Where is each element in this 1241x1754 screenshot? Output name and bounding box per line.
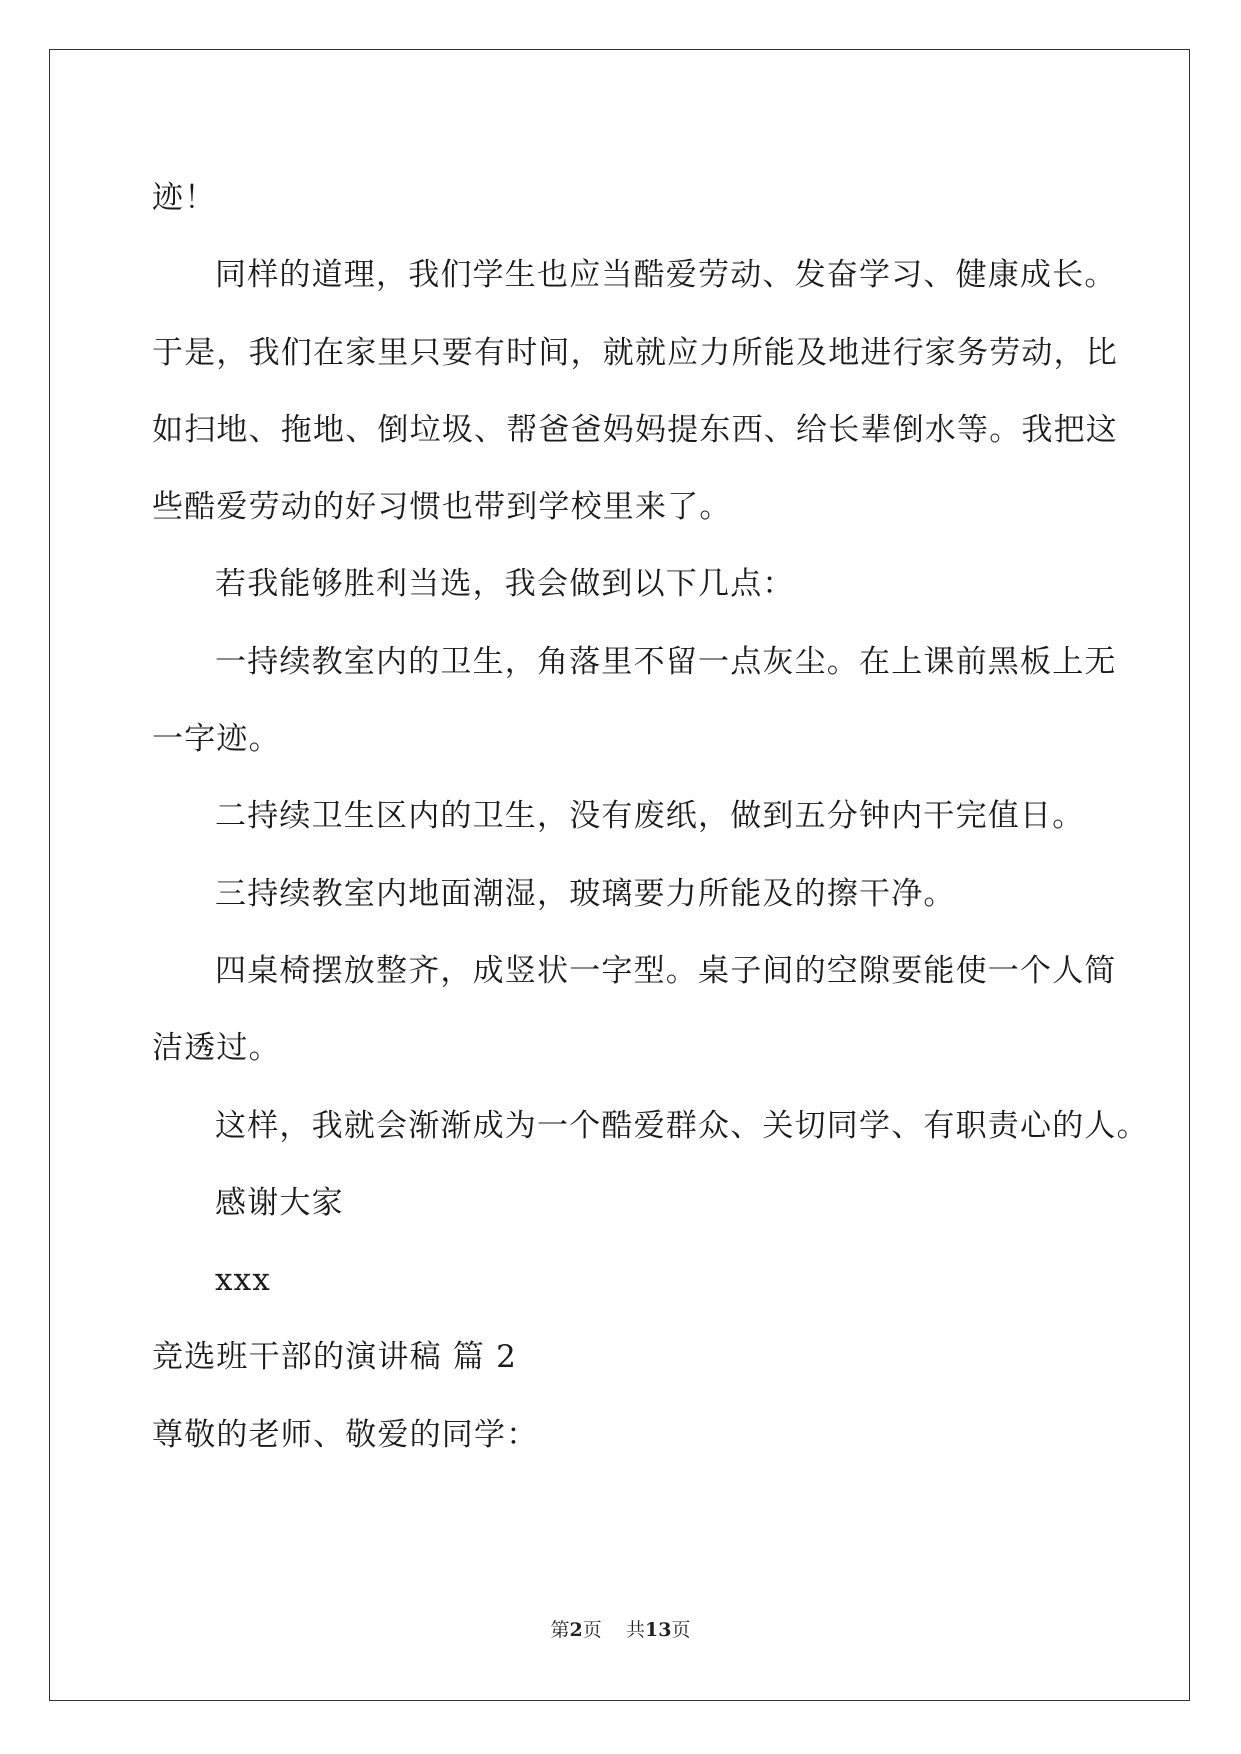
closing-thanks: 感谢大家: [215, 1184, 344, 1221]
text-line: 若我能够胜利当选，我会做到以下几点：: [215, 566, 795, 603]
page-suffix: 页: [582, 1619, 602, 1641]
salutation: 尊敬的老师、敬爱的同学：: [152, 1416, 539, 1453]
text-line: 些酷爱劳动的好习惯也带到学校里来了。: [152, 489, 732, 526]
page-number: 2: [569, 1619, 583, 1641]
document-body: [152, 160, 1149, 1474]
section-heading: 竞选班干部的演讲稿 篇 2: [152, 1339, 518, 1376]
text-line: 于是，我们在家里只要有时间，就就应力所能及地进行家务劳动，比: [152, 334, 1118, 371]
text-line: 三持续教室内地面潮湿，玻璃要力所能及的擦干净。: [215, 875, 956, 912]
text-line: 同样的道理，我们学生也应当酷爱劳动、发奋学习、健康成长。: [215, 257, 1117, 294]
signature: xxx: [215, 1262, 272, 1299]
total-prefix: 共: [625, 1619, 645, 1641]
text-line: 洁透过。: [152, 1030, 281, 1067]
text-line: 迹！: [152, 180, 217, 216]
text-line: 如扫地、拖地、倒垃圾、帮爸爸妈妈提东西、给长辈倒水等。我把这: [152, 411, 1118, 448]
text-line: 一字迹。: [152, 721, 281, 758]
page-footer: [0, 1615, 1241, 1642]
text-line: 这样，我就会渐渐成为一个酷爱群众、关切同学、有职责心的人。: [215, 1107, 1149, 1144]
text-line: 二持续卫生区内的卫生，没有废纸，做到五分钟内干完值日。: [215, 798, 1085, 835]
total-pages: 13: [644, 1619, 672, 1641]
page-prefix: 第: [550, 1619, 570, 1641]
total-suffix: 页: [671, 1619, 691, 1641]
text-line: 一持续教室内的卫生，角落里不留一点灰尘。在上课前黑板上无: [215, 643, 1117, 680]
text-line: 四桌椅摆放整齐，成竖状一字型。桌子间的空隙要能使一个人简: [215, 952, 1117, 989]
